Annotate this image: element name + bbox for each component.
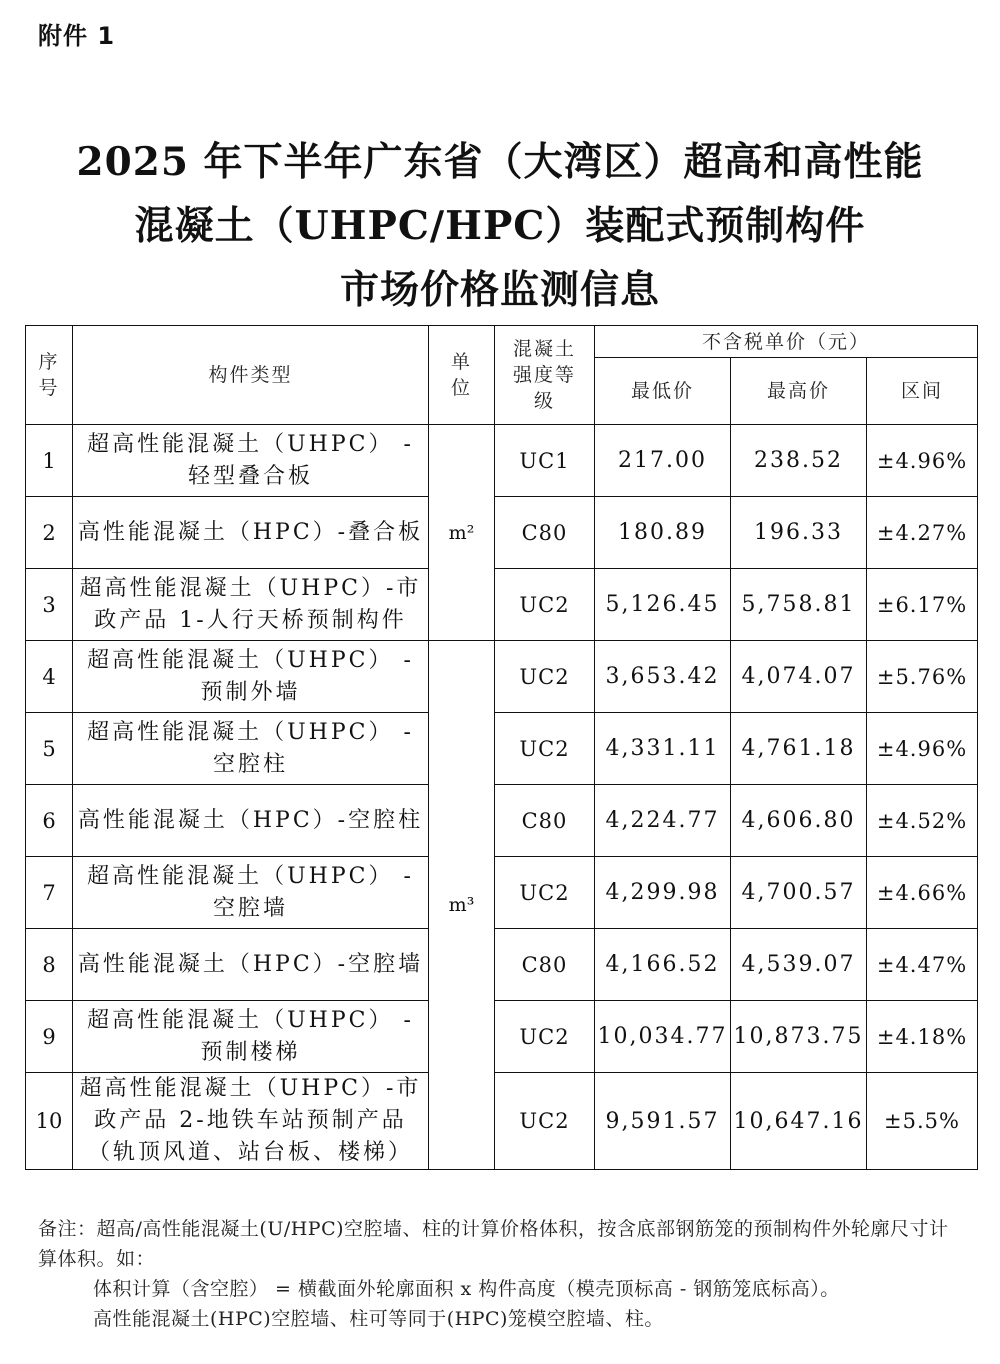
- remarks: [38, 1214, 968, 1334]
- header-type: 构件类型: [73, 326, 429, 425]
- row-max-price: 4,074.07: [731, 641, 867, 713]
- row-range: ±5.5%: [867, 1073, 978, 1170]
- row-index: 8: [26, 929, 73, 1001]
- row-min-price: 9,591.57: [595, 1073, 731, 1170]
- row-range: ±4.18%: [867, 1001, 978, 1073]
- table-row: [26, 713, 978, 785]
- row-grade: C80: [495, 497, 595, 569]
- row-type: 超高性能混凝土（UHPC） -空腔墙: [73, 857, 429, 929]
- row-type: 高性能混凝土（HPC）-空腔柱: [73, 785, 429, 857]
- row-max-price: 4,761.18: [731, 713, 867, 785]
- attachment-label: 附件 1: [38, 22, 116, 50]
- table-row: [26, 425, 978, 497]
- row-index: 10: [26, 1073, 73, 1170]
- row-grade: UC2: [495, 1001, 595, 1073]
- row-index: 2: [26, 497, 73, 569]
- unit-cell-volume: m³: [429, 641, 495, 1170]
- row-type: 超高性能混凝土（UHPC）-市政产品 1-人行天桥预制构件: [73, 569, 429, 641]
- row-max-price: 10,647.16: [731, 1073, 867, 1170]
- table-row: [26, 641, 978, 713]
- row-index: 5: [26, 713, 73, 785]
- row-min-price: 5,126.45: [595, 569, 731, 641]
- row-range: ±4.66%: [867, 857, 978, 929]
- row-index: 6: [26, 785, 73, 857]
- table-row: [26, 497, 978, 569]
- table-row: [26, 857, 978, 929]
- row-range: ±4.96%: [867, 713, 978, 785]
- row-grade: UC2: [495, 641, 595, 713]
- row-range: ±4.96%: [867, 425, 978, 497]
- header-min-price: 最低价: [595, 358, 731, 425]
- row-min-price: 217.00: [595, 425, 731, 497]
- row-min-price: 4,299.98: [595, 857, 731, 929]
- title-line-3: 市场价格监测信息: [339, 267, 660, 313]
- row-index: 9: [26, 1001, 73, 1073]
- row-max-price: 10,873.75: [731, 1001, 867, 1073]
- row-grade: C80: [495, 785, 595, 857]
- row-max-price: 238.52: [731, 425, 867, 497]
- table-row: [26, 569, 978, 641]
- unit-cell-area: m²: [429, 425, 495, 641]
- row-grade: UC2: [495, 857, 595, 929]
- row-min-price: 3,653.42: [595, 641, 731, 713]
- row-type: 超高性能混凝土（UHPC） -预制楼梯: [73, 1001, 429, 1073]
- row-range: ±5.76%: [867, 641, 978, 713]
- title-line-1: 2025 年下半年广东省（大湾区）超高和高性能: [76, 139, 924, 185]
- row-index: 1: [26, 425, 73, 497]
- remarks-line-1: 备注：超高/高性能混凝土(U/HPC)空腔墙、柱的计算价格体积，按含底部钢筋笼的预制构件外轮廓尺寸计算体积。如：: [38, 1218, 949, 1270]
- row-max-price: 4,606.80: [731, 785, 867, 857]
- row-min-price: 180.89: [595, 497, 731, 569]
- row-max-price: 5,758.81: [731, 569, 867, 641]
- header-max-price: 最高价: [731, 358, 867, 425]
- row-type: 超高性能混凝土（UHPC） -空腔柱: [73, 713, 429, 785]
- remarks-line-2: 体积计算（含空腔） = 横截面外轮廓面积 x 构件高度（模壳顶标高 - 钢筋笼底标高）。: [93, 1278, 840, 1300]
- row-grade: UC2: [495, 1073, 595, 1170]
- row-max-price: 4,539.07: [731, 929, 867, 1001]
- row-grade: UC1: [495, 425, 595, 497]
- header-index: 序号: [26, 326, 73, 425]
- header-price-group: 不含税单价（元）: [595, 326, 978, 358]
- table-row: [26, 1073, 978, 1170]
- document-title: [0, 130, 1000, 322]
- row-min-price: 10,034.77: [595, 1001, 731, 1073]
- table-row: [26, 929, 978, 1001]
- row-range: ±6.17%: [867, 569, 978, 641]
- header-range: 区间: [867, 358, 978, 425]
- row-index: 7: [26, 857, 73, 929]
- row-grade: UC2: [495, 713, 595, 785]
- row-min-price: 4,224.77: [595, 785, 731, 857]
- remarks-line-3: 高性能混凝土(HPC)空腔墙、柱可等同于(HPC)笼模空腔墙、柱。: [93, 1308, 664, 1330]
- row-type: 超高性能混凝土（UHPC） -预制外墙: [73, 641, 429, 713]
- row-max-price: 4,700.57: [731, 857, 867, 929]
- row-type: 超高性能混凝土（UHPC） -轻型叠合板: [73, 425, 429, 497]
- row-type: 超高性能混凝土（UHPC）-市政产品 2-地铁车站预制产品（轨顶风道、站台板、楼梯）: [73, 1073, 429, 1170]
- row-grade: C80: [495, 929, 595, 1001]
- price-table: [25, 325, 978, 1170]
- row-range: ±4.27%: [867, 497, 978, 569]
- header-unit: 单位: [429, 326, 495, 425]
- row-min-price: 4,331.11: [595, 713, 731, 785]
- row-type: 高性能混凝土（HPC）-空腔墙: [73, 929, 429, 1001]
- row-min-price: 4,166.52: [595, 929, 731, 1001]
- row-index: 4: [26, 641, 73, 713]
- row-type: 高性能混凝土（HPC）-叠合板: [73, 497, 429, 569]
- row-range: ±4.47%: [867, 929, 978, 1001]
- table-row: [26, 1001, 978, 1073]
- row-max-price: 196.33: [731, 497, 867, 569]
- row-grade: UC2: [495, 569, 595, 641]
- table-row: [26, 785, 978, 857]
- title-line-2: 混凝土（UHPC/HPC）装配式预制构件: [134, 203, 866, 249]
- row-range: ±4.52%: [867, 785, 978, 857]
- row-index: 3: [26, 569, 73, 641]
- header-grade: 混凝土强度等级: [495, 326, 595, 425]
